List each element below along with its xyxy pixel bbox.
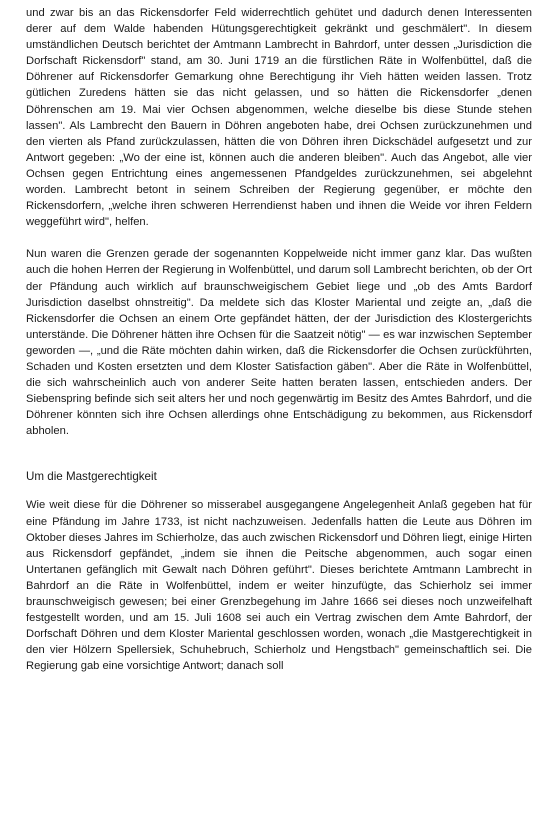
- paragraph-gap: [26, 230, 532, 246]
- section-paragraph: Wie weit diese für die Döhrener so misserabel ausgegangene Angelegenheit Anlaß gegeben hat für eine Pfändung im Jahre 1733, ist nicht nachzuweisen. Jedenfalls hatten die Leute aus Döhren im Oktober dieses Jahres im Schierholze, das auch zwischen Rickensdorf und Döhren liegt, einige Hirten aus Rickensdorf gepfändet, „indem sie ihnen die Peitsche abgenommen, auch sogar einen Untertanen gefänglich mit Gewalt nach Döhren geführt". Dieses berichtete Amtmann Lambrecht in Bahrdorf an die Räte in Wolfenbüttel, indem er weiter hinzufügte, das Schierholz sei immer braunschweigisch gewesen; bei einer Grenzbegehung im Jahre 1666 sei dieses noch unzweifelhaft festgestellt worden, und am 15. Juli 1608 sei auch ein Vertrag zwischen dem Amte Bahrdorf, der Dorfschaft Döhren und dem Kloster Mariental geschlossen worden, wonach „die Mastgerechtigkeit in den vier Hölzern Spellersiek, Schuhebruch, Schierholz und Hengstbach" gemeinschaftlich sei. Die Regierung gab eine vorsichtige Antwort; danach soll: [26, 499, 532, 673]
- document-page: [26, 5, 532, 674]
- paragraph-1: und zwar bis an das Rickensdorfer Feld widerrechtlich gehütet und dadurch denen Interessenten derer auf dem Walde habenden Hütungsgerechtigkeit gekränkt und geschmälert". In diesem umständlichen Deutsch berichtet der Amtmann Lambrecht in Bahrdorf, unter dessen „Jurisdiction die Dorfschaft Rickensdorf" stand, am 30. Juni 1719 an die fürstlichen Räte in Wolfenbüttel, daß die Döhrener auf Rickensdorfer Gemarkung ohne Berechtigung ihr Vieh hätten weiden lassen. Trotz gütlichen Zuredens hätten sie das nicht gelassen, und so hätten die Rickensdorfer „denen Döhrenschen am 19. Mai vier Ochsen abgenommen, welche dieselbe bis diese Stunde stehen lassen". Als Lambrecht den Bauern in Döhren angeboten habe, drei Ochsen zurückzunehmen und den vierten als Pfand zurückzulassen, hätten die von Döhren ihren Dickschädel aufgesetzt und zur Antwort gegeben: „Wo der eine ist, können auch die anderen bleiben". Auch das Angebot, alle vier Ochsen gegen Entrichtung eines angemessenen Pfandgeldes zurückzunehmen, sei abgelehnt worden. Lambrecht betont in seinem Schreiben der Regierung gegenüber, er möchte den Rickensdorfern, „welche ihren schweren Herrendienst haben und ihnen die Weide vor ihren Feldern weggeführt wird", helfen.: [26, 7, 532, 229]
- section-gap: [26, 439, 532, 469]
- section-heading: Um die Mastgerechtigkeit: [26, 470, 157, 484]
- heading-gap: [26, 485, 532, 497]
- paragraph-2: Nun waren die Grenzen gerade der sogenannten Koppelweide nicht immer ganz klar. Das wußten auch die hohen Herren der Regierung in Wolfenbüttel, und darum soll Lambrecht berichten, ob der Ort der Pfändung auch wirklich auf braunschweigischem Gebiet liege und „ob des Amts Bardorf Jurisdiction daselbst ohnstreitig". Da meldete sich das Kloster Mariental und zeigte an, „daß die Rickensdorfer die Ochsen an einem Orte gepfändet hätten, der der Jurisdiction des Klostergerichts unterstände. Die Döhrener hätten ihre Ochsen für die Saatzeit nötig" — es war inzwischen September geworden —, „und die Räte möchten dahin wirken, daß die Rickensdorfer die Ochsen zurückführten, Schaden und Kosten ersetzten und dem Kloster Satisfaction gäben". Aber die Räte in Wolfenbüttel, die sich wahrscheinlich auch von anderer Seite hatten beraten lassen, entschieden anders. Der Siebenspring befinde sich seit alters her und noch gegenwärtig im Besitz des Amtes Bahrdorf, und die Döhrener könnten sich ihre Ochsen allerdings ohne Entschädigung zu bekommen, aus Rickensdorf abholen.: [26, 248, 533, 438]
